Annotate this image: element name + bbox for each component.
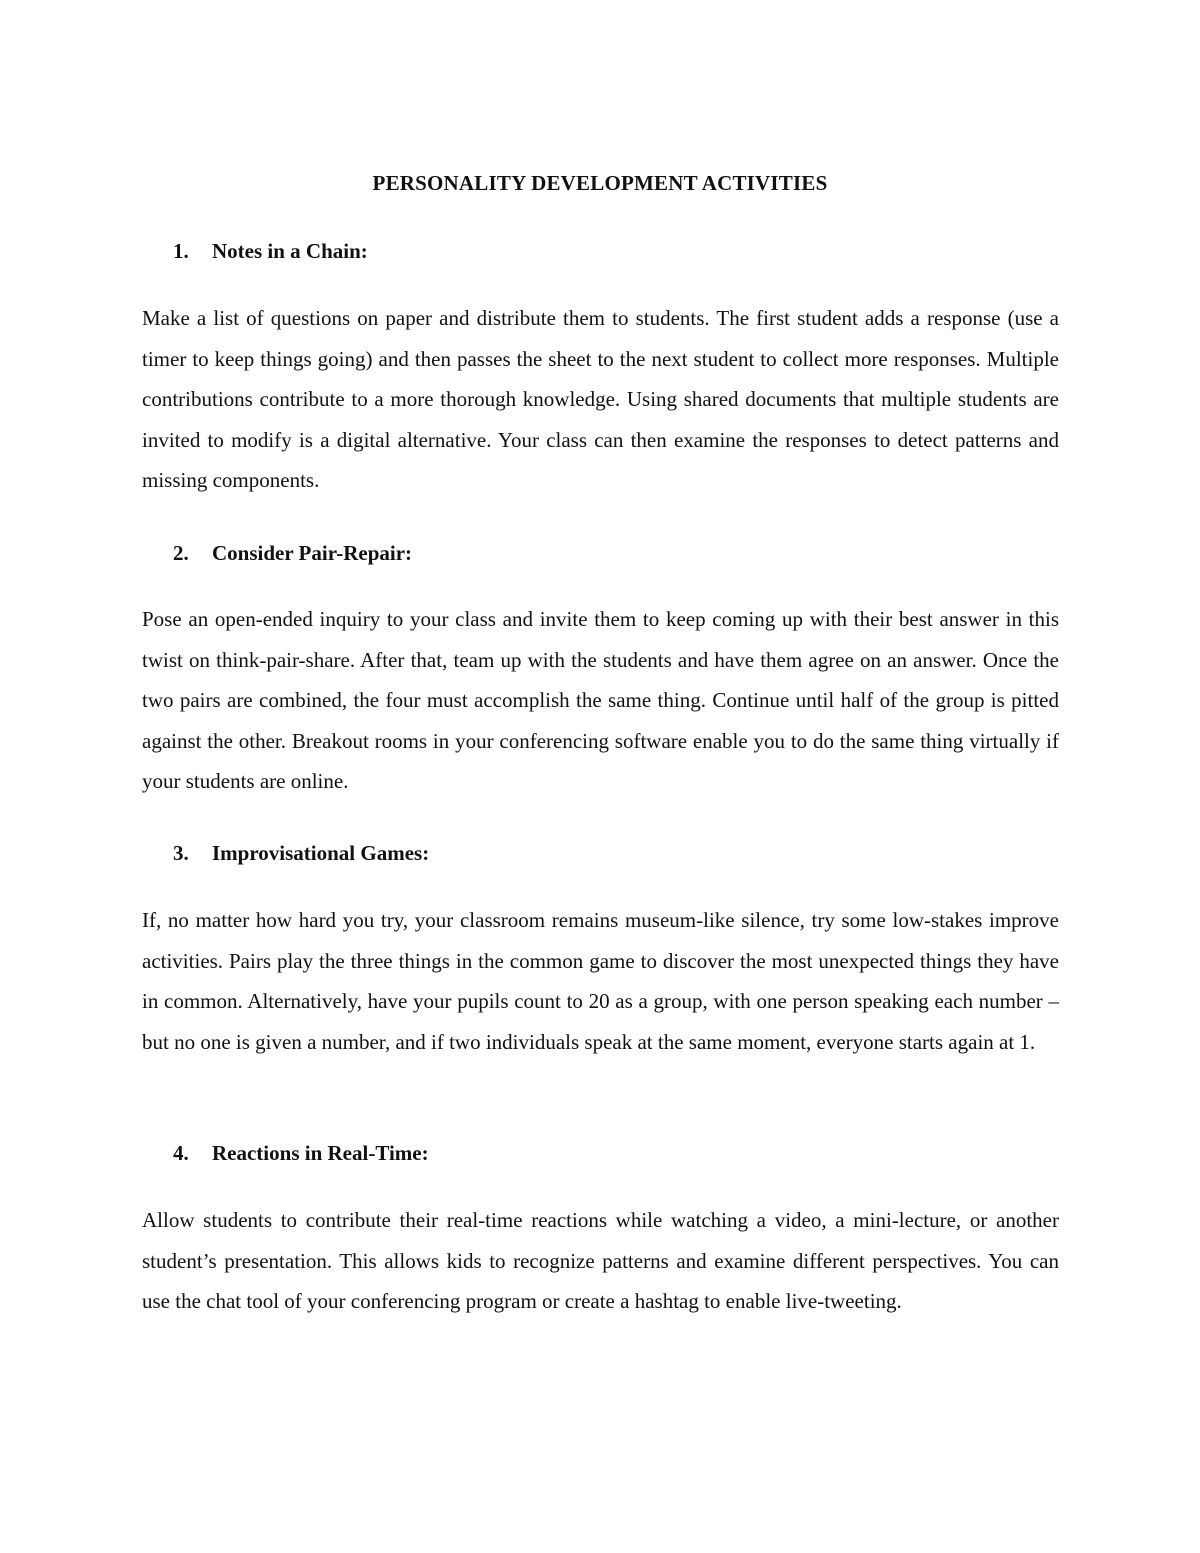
section-heading-improvisational-games: [173, 838, 1073, 868]
section-title: Notes in a Chain:: [212, 239, 368, 263]
section-title: Reactions in Real-Time:: [212, 1141, 429, 1165]
section-heading-consider-pair-repair: [173, 538, 1073, 568]
section-number: 1.: [173, 239, 189, 263]
section-title: Improvisational Games:: [212, 841, 430, 865]
section-number: 3.: [173, 841, 189, 865]
section-body-improvisational-games: If, no matter how hard you try, your classroom remains museum-like silence, try some low-stakes improve activities. Pairs play the three things in the common game to discover the most unexpected things they have in common. Alternatively, have your pupils count to 20 as a group, with one person speaking each number – but no one is given a number, and if two individuals speak at the same moment, everyone starts again at 1.: [142, 908, 1059, 1054]
section-heading-reactions-in-real-time: [173, 1138, 1073, 1168]
section-heading-notes-in-a-chain: [173, 236, 1073, 266]
section-number: 4.: [173, 1141, 189, 1165]
section-title: Consider Pair-Repair:: [212, 541, 413, 565]
section-body-notes-in-a-chain: Make a list of questions on paper and distribute them to students. The first student adds a response (use a timer to keep things going) and then passes the sheet to the next student to collect more responses. Multiple contributions contribute to a more thorough knowledge. Using shared documents that multiple students are invited to modify is a digital alternative. Your class can then examine the responses to detect patterns and missing components.: [142, 306, 1059, 493]
section-body-consider-pair-repair: Pose an open-ended inquiry to your class and invite them to keep coming up with their best answer in this twist on think-pair-share. After that, team up with the students and have them agree on an answer. Once the two pairs are combined, the four must accomplish the same thing. Continue until half of the group is pitted against the other. Breakout rooms in your conferencing software enable you to do the same thing virtually if your students are online.: [142, 607, 1059, 794]
document-title: PERSONALITY DEVELOPMENT ACTIVITIES: [372, 171, 828, 195]
section-body-reactions-in-real-time: Allow students to contribute their real-time reactions while watching a video, a mini-lecture, or another student’s presentation. This allows kids to recognize patterns and examine different perspectives. You can use the chat tool of your conferencing program or create a hashtag to enable live-tweeting.: [142, 1208, 1059, 1314]
section-number: 2.: [173, 541, 189, 565]
